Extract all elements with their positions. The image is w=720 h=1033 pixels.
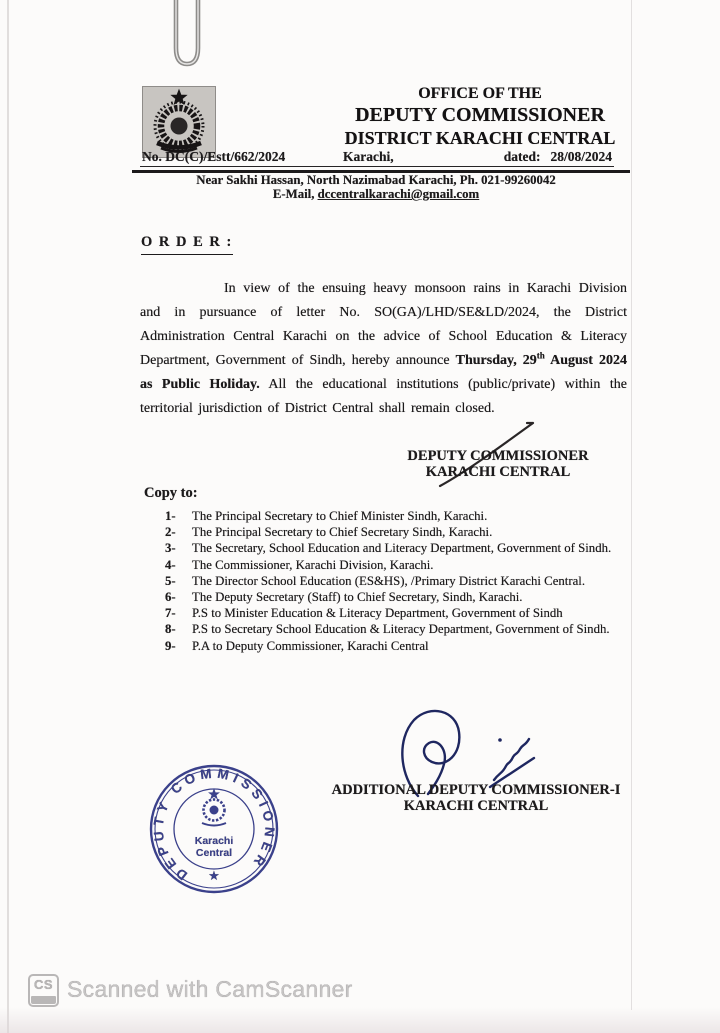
ordinal-superscript: th [536,350,545,361]
scan-shadow-bottom [0,1007,720,1033]
paperclip-icon [158,0,218,80]
signatory-deputy-commissioner: DEPUTY COMMISSIONER KARACHI CENTRAL [407,448,589,480]
order-body-after: All the educational institutions (public/private) within the territorial jurisdiction of District Central shall remain closed. [140,377,627,416]
copy-list-item: 8- P.S to Secretary School Education & Literacy Department, Government of Sindh. [165,622,610,637]
paper-fold-line [631,0,632,1010]
date-label: dated: [503,149,541,164]
signatory-additional-deputy-commissioner: ADDITIONAL DEPUTY COMMISSIONER-I KARACHI CENTRAL [331,782,621,814]
order-heading: O R D E R : [141,234,233,255]
copy-list-item: 6- The Deputy Secretary (Staff) to Chief Secretary, Sindh, Karachi. [165,590,523,605]
stamp-center-emblem [202,789,226,826]
office-address: Near Sakhi Hassan, North Nazimabad Karachi, Ph. 021-99260042 [196,173,556,187]
copy-list-item: 2- The Principal Secretary to Chief Secretary Sindh, Karachi. [165,525,493,540]
date-value: 28/08/2024 [550,149,612,164]
copy-list-item: 9- P.A to Deputy Commissioner, Karachi Central [165,638,429,653]
camscanner-watermark-text: Scanned with CamScanner [67,976,353,1002]
stamp-ring-text: DEPUTY COMMISSIONER [150,765,278,884]
holiday-announcement: Thursday, 29th August 2024 as Public Holiday. [140,350,627,392]
copy-list-item: 3- The Secretary, School Education and Literacy Department, Government of Sindh. [165,541,612,556]
scan-edge-left [7,0,9,1033]
copy-to-label: Copy to: [144,485,198,501]
stamp-center-line1: Karachi [194,835,234,847]
camscanner-logo: CS [28,974,59,1007]
office-title-line2: DEPUTY COMMISSIONER [355,104,605,126]
email-address: dccentralkarachi@gmail.com [317,187,480,201]
copy-list-item: 1- The Principal Secretary to Chief Minister Sindh, Karachi. [165,509,488,523]
sindh-government-emblem [142,86,216,158]
stamp-center-line2: Central [195,847,233,859]
office-email-line [140,187,612,201]
date-group [504,149,612,165]
email-label: E-Mail, [272,187,315,201]
order-body-before: In view of the ensuing heavy monsoon rains in Karachi Division and in pursuance of letter No. SO(GA)/LHD/SE&LD/2024, the District Administration Central Karachi on the advice of School Education & Literacy Department, Government of Sindh, hereby announce [140,281,627,368]
copy-list-item: 4- The Commissioner, Karachi Division, Karachi. [165,557,434,572]
stamp-star-icon: ★ [208,868,220,883]
office-title [320,84,640,149]
office-title-line1: OFFICE OF THE [418,85,542,102]
official-round-stamp [146,761,282,897]
office-title-line3: DISTRICT KARACHI CENTRAL [344,128,616,148]
reference-number: No. DC(C)/Estt/662/2024 [142,149,286,164]
header-rule-thin [140,166,614,167]
camscanner-logo-bar [31,996,56,1004]
copy-list-item: 5- The Director School Education (ES&HS), /Primary District Karachi Central. [165,573,586,588]
order-body-paragraph [140,277,627,421]
place-label: Karachi, [343,149,394,164]
copy-to-list [165,508,627,654]
reference-row [140,149,612,165]
copy-list-item: 7- P.S to Minister Education & Literacy Department, Government of Sindh [165,606,563,621]
